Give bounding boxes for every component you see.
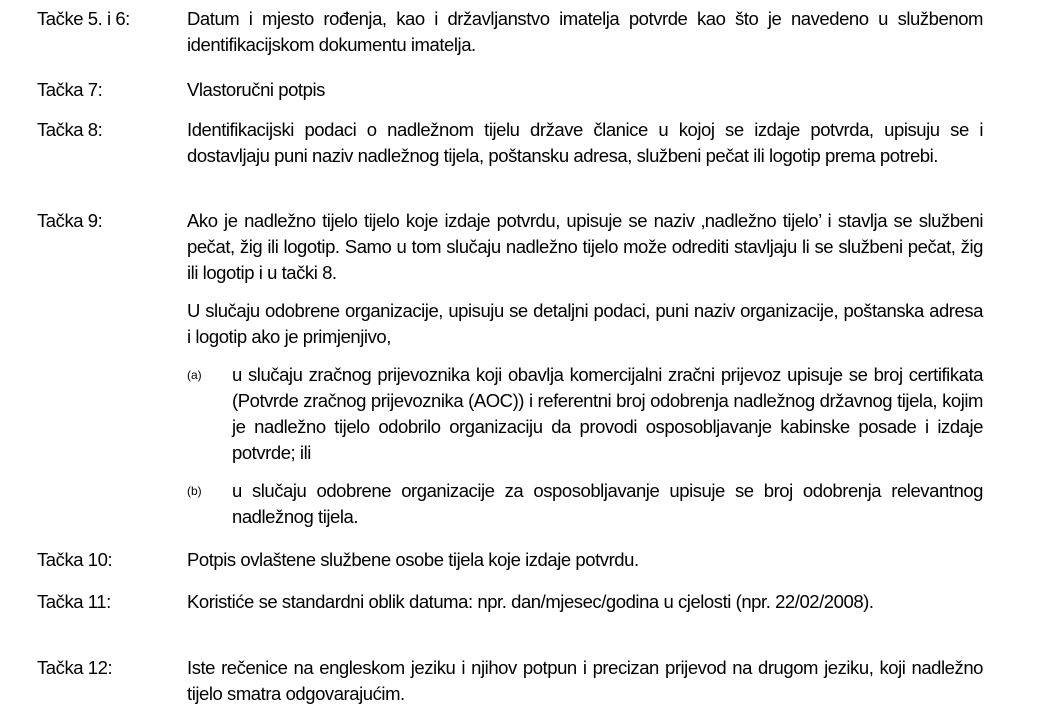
entry-label: Tačka 11: (37, 591, 111, 612)
entry-paragraph: Datum i mjesto rođenja, kao i državljanstvo imatelja potvrde kao što je navedeno u službenom identifikacijskom dokumentu imatelja. (187, 8, 983, 55)
sub-item-a (187, 362, 983, 466)
entry-tacka-11 (37, 589, 983, 615)
entry-tacka-7 (37, 77, 983, 103)
entry-tacke-5-6 (37, 6, 983, 58)
entry-tacka-12 (37, 655, 983, 707)
entry-paragraph: Identifikacijski podaci o nadležnom tijelu države članice u kojoj se izdaje potvrda, upisuju se i dostavljaju puni naziv nadležnog tijela, poštansku adresa, službeni pečat ili logotip prema potrebi. (187, 119, 983, 166)
entry-paragraph: U slučaju odobrene organizacije, upisuju se detaljni podaci, puni naziv organizacije, poštanska adresa i logotip ako je primjenjivo, (187, 300, 983, 347)
entry-paragraph: Iste rečenice na engleskom jeziku i njihov potpun i precizan prijevod na drugom jeziku, koji nadležno tijelo smatra odgovarajućim. (187, 657, 983, 704)
sub-item-text: u slučaju odobrene organizacije za osposobljavanje upisuje se broj odobrenja relevantnog nadležnog tijela. (232, 480, 983, 527)
sub-item-b (187, 478, 983, 530)
entry-paragraph: Koristiće se standardni oblik datuma: npr. dan/mjesec/godina u cjelosti (npr. 22/02/2008). (187, 591, 874, 612)
sub-item-marker: (a) (187, 368, 202, 382)
entry-tacka-10 (37, 547, 983, 573)
entry-paragraph: Ako je nadležno tijelo tijelo koje izdaje potvrdu, upisuje se naziv ‚nadležno tijelo’ i stavlja se službeni pečat, žig ili logotip. Samo u tom slučaju nadležno tijelo može odrediti stavljaju li se službeni pečat, žig ili logotip i u tački 8. (187, 210, 983, 283)
entry-label: Tačka 12: (37, 657, 113, 678)
entry-tacka-8 (37, 117, 983, 169)
entry-paragraph: Vlastoručni potpis (187, 79, 325, 100)
entry-tacka-9 (37, 208, 983, 530)
entry-paragraph: Potpis ovlaštene službene osobe tijela koje izdaje potvrdu. (187, 549, 639, 570)
entry-label: Tačka 9: (37, 210, 103, 231)
entry-label: Tačka 7: (37, 79, 103, 100)
entry-label: Tačke 5. i 6: (37, 8, 130, 29)
entry-label: Tačka 10: (37, 549, 113, 570)
sub-item-marker: (b) (187, 484, 202, 498)
entry-label: Tačka 8: (37, 119, 103, 140)
sub-item-text: u slučaju zračnog prijevoznika koji obavlja komercijalni zračni prijevoz upisuje se broj certifikata (Potvrde zračnog prijevoznika (AOC)) i referentni broj odobrenja nadležnog državnog tijela, kojim je nadležno tijelo odobrilo organizaciju da provodi osposobljavanje kabinske posade i izdaje potvrde; ili (232, 364, 983, 463)
